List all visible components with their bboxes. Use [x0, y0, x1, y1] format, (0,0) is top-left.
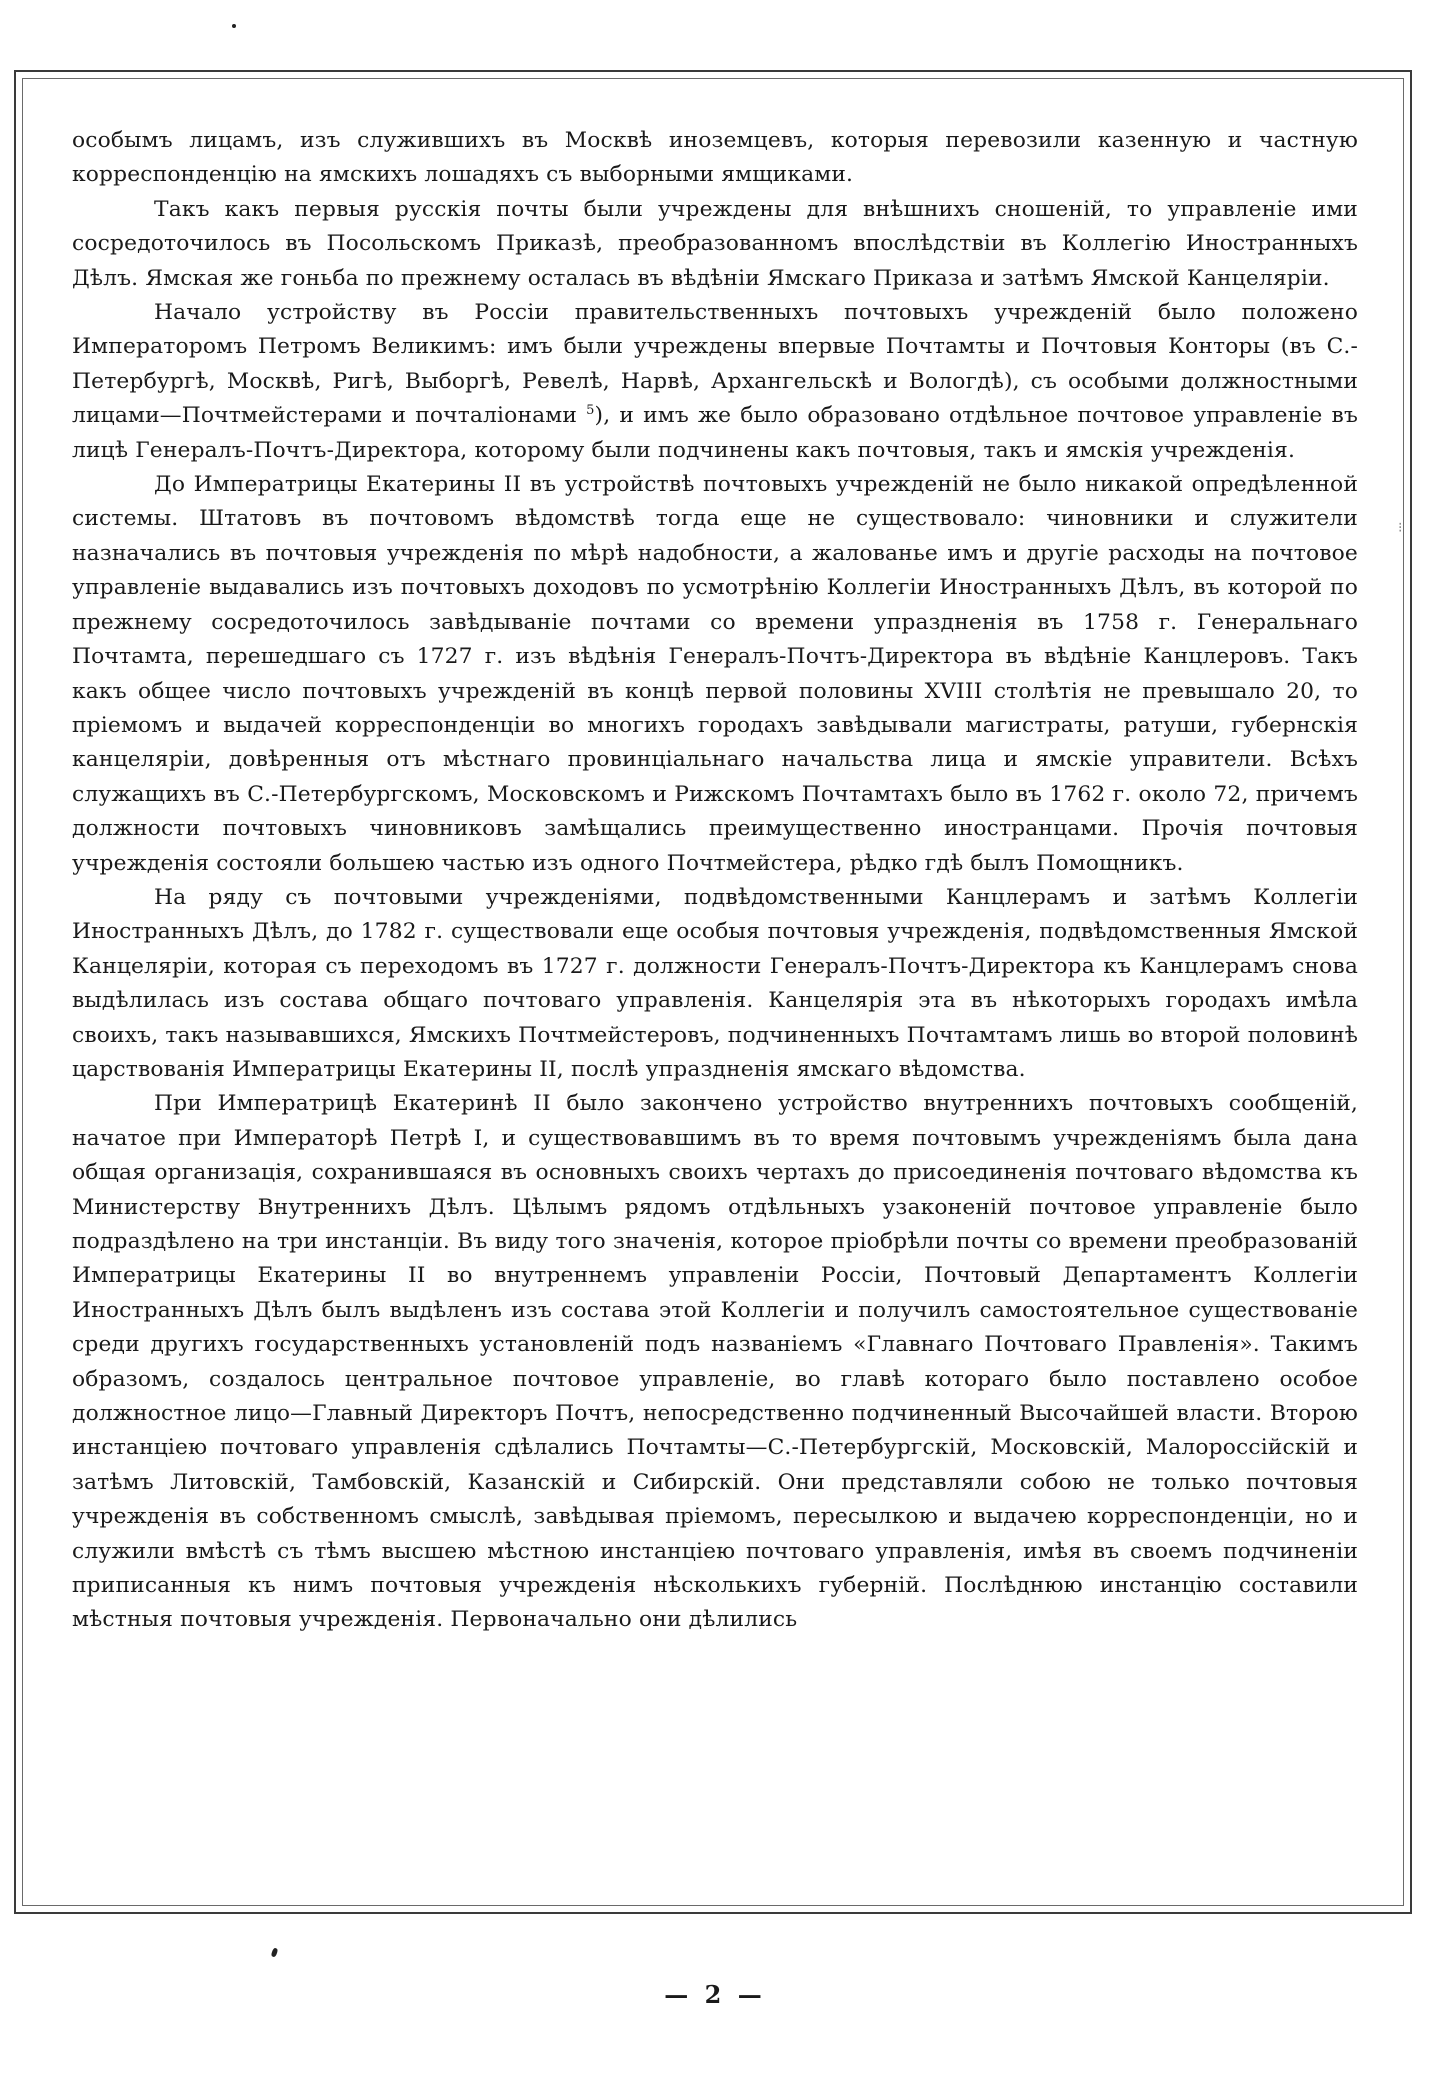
paragraph-text: Начало устройству въ Россіи правительственныхъ почтовыхъ учрежденій было положено Императоромъ Петромъ Великимъ: имъ были учреждены впервые Почтамты и Почтовыя Конторы (въ С.-Петербургѣ, Москвѣ, Ригѣ, Выборгѣ, Ревелѣ, Нарвѣ, Архангельскѣ и Вологдѣ), съ особыми должностными лицами—Почтмейстерами и почталіонами	[72, 300, 1358, 429]
margin-mark: ⁝	[1398, 520, 1403, 536]
ink-speck	[271, 1947, 279, 1957]
footnote-marker: 5	[586, 403, 595, 419]
paragraph: Такъ какъ первыя русскія почты были учреждены для внѣшнихъ сношеній, то управленіе ими сосредоточилось въ Посольскомъ Приказѣ, преобразованномъ впослѣдствіи въ Коллегію Иностранныхъ Дѣлъ. Ямская же гоньба по прежнему осталась въ вѣдѣніи Ямскаго Приказа и затѣмъ Ямской Канцеляріи.	[72, 196, 1358, 291]
paragraph: На ряду съ почтовыми учрежденіями, подвѣдомственными Канцлерамъ и затѣмъ Коллегіи Иностранныхъ Дѣлъ, до 1782 г. существовали еще особыя почтовыя учрежденія, подвѣдомственныя Ямской Канцеляріи, которая съ переходомъ въ 1727 г. должности Генералъ-Почтъ-Директора къ Канцлерамъ снова выдѣлилась изъ состава общаго почтоваго управленія. Канцелярія эта въ нѣкоторыхъ городахъ имѣла своихъ, такъ называвшихся, Ямскихъ Почтмейстеровъ, подчиненныхъ Почтамтамъ лишь во второй половинѣ царствованія Императрицы Екатерины II, послѣ упраздненія ямскаго вѣдомства.	[72, 884, 1358, 1082]
ink-speck	[232, 24, 236, 28]
paragraph: До Императрицы Екатерины II въ устройствѣ почтовыхъ учрежденій не было никакой опредѣленной системы. Штатовъ въ почтовомъ вѣдомствѣ тогда еще не существовало: чиновники и служители назначались въ почтовыя учрежденія по мѣрѣ надобности, а жалованье имъ и другіе расходы на почтовое управленіе выдавались изъ почтовыхъ доходовъ по усмотрѣнію Коллегіи Иностранныхъ Дѣлъ, въ которой по прежнему сосредоточилось завѣдываніе почтами со времени упраздненія въ 1758 г. Генеральнаго Почтамта, перешедшаго съ 1727 г. изъ вѣдѣнія Генералъ-Почтъ-Директора въ вѣдѣніе Канцлеровъ. Такъ какъ общее число почтовыхъ учрежденій въ концѣ первой половины XVIII столѣтія не превышало 20, то пріемомъ и выдачей корреспонденціи во многихъ городахъ завѣдывали магистраты, ратуши, губернскія канцеляріи, довѣренныя отъ мѣстнаго провинціальнаго начальства лица и ямскіе управители. Всѣхъ служащихъ въ С.-Петербургскомъ, Московскомъ и Рижскомъ Почтамтахъ было въ 1762 г. около 72, причемъ должности почтовыхъ чиновниковъ замѣщались преимущественно иностранцами. Прочія почтовыя учрежденія состояли большею частью изъ одного Почтмейстера, рѣдко гдѣ былъ Помощникъ.	[72, 472, 1358, 876]
paragraph: особымъ лицамъ, изъ служившихъ въ Москвѣ иноземцевъ, которыя перевозили казенную и частную корреспонденцію на ямскихъ лошадяхъ съ выборными ямщиками.	[72, 128, 1358, 188]
paragraph	[72, 296, 1358, 468]
page-number: — 2 —	[664, 1980, 766, 2009]
paragraph: При Императрицѣ Екатеринѣ II было закончено устройство внутреннихъ почтовыхъ сообщеній, начатое при Императорѣ Петрѣ I, и существовавшимъ въ то время почтовымъ учрежденіямъ была дана общая организація, сохранившаяся въ основныхъ своихъ чертахъ до присоединенія почтоваго вѣдомства къ Министерству Внутреннихъ Дѣлъ. Цѣлымъ рядомъ отдѣльныхъ узаконеній почтовое управленіе было подраздѣлено на три инстанціи. Въ виду того значенія, которое пріобрѣли почты со времени преобразованій Императрицы Екатерины II во внутреннемъ управленіи Россіи, Почтовый Департаментъ Коллегіи Иностранныхъ Дѣлъ былъ выдѣленъ изъ состава этой Коллегіи и получилъ самостоятельное существованіе среди другихъ государственныхъ установленій подъ названіемъ «Главнаго Почтоваго Правленія». Такимъ образомъ, создалось центральное почтовое управленіе, во главѣ котораго было поставлено особое должностное лицо—Главный Директоръ Почтъ, непосредственно подчиненный Высочайшей власти. Второю инстанціею почтоваго управленія сдѣлались Почтамты—С.-Петербургскій, Московскій, Малороссійскій и затѣмъ Литовскій, Тамбовскій, Казанскій и Сибирскій. Они представляли собою не только почтовыя учрежденія въ собственномъ смыслѣ, завѣдывая пріемомъ, пересылкою и выдачею корреспонденціи, но и служили вмѣстѣ съ тѣмъ высшею мѣстною инстанціею почтоваго управленія, имѣя въ своемъ подчиненіи приписанныя къ нимъ почтовыя учрежденія нѣсколькихъ губерній. Послѣднюю инстанцію составили мѣстныя почтовыя учрежденія. Первоначально они дѣлились	[72, 1091, 1358, 1633]
body-text	[72, 124, 1358, 1638]
paragraph-text: ), и имъ же было образовано отдѣльное почтовое управленіе въ лицѣ Генералъ-Почтъ-Директора, которому были подчинены какъ почтовыя, такъ и ямскія учрежденія.	[72, 403, 1358, 463]
